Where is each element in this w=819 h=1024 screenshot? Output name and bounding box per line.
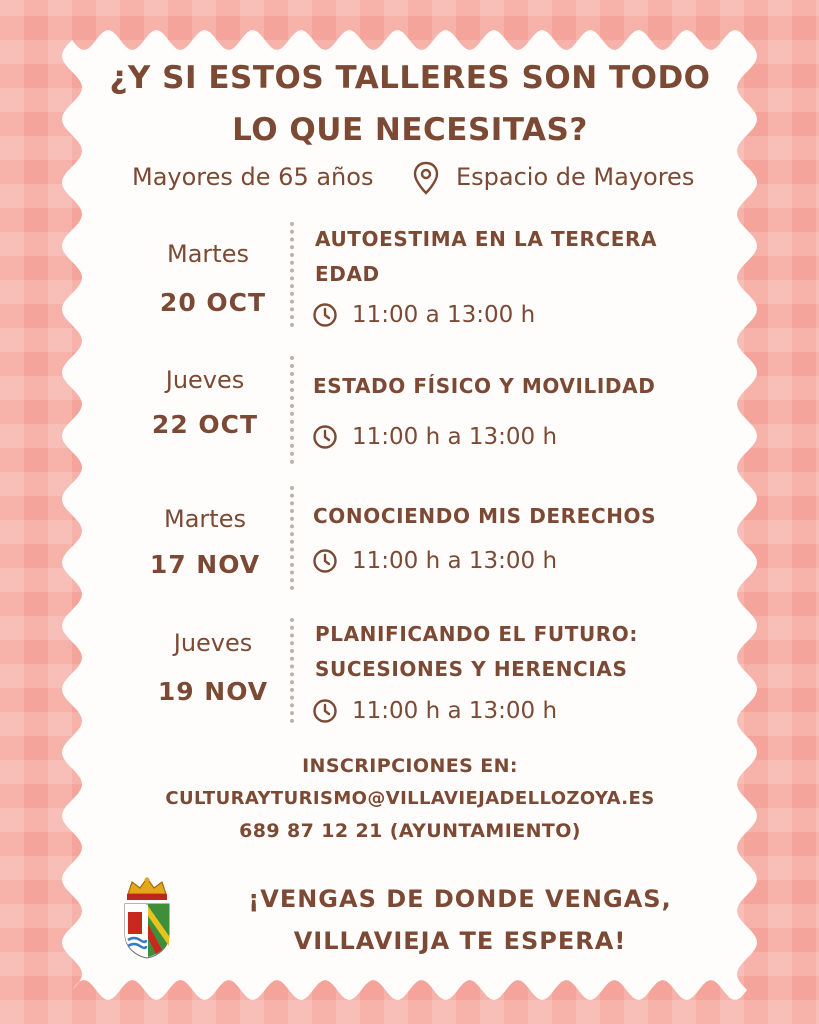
location-pin-icon	[410, 160, 442, 196]
divider-dotted	[290, 486, 294, 590]
workshop-title-line: SUCESIONES Y HERENCIAS	[315, 657, 628, 681]
workshop-time	[312, 422, 557, 452]
location-text: Espacio de Mayores	[456, 163, 695, 191]
clock-icon	[312, 698, 338, 724]
workshop-time-text: 11:00 h a 13:00 h	[352, 548, 558, 574]
registration-phone: 689 87 12 21 (AYUNTAMIENTO)	[239, 820, 581, 842]
workshop-title	[315, 222, 745, 292]
workshop-day: Martes	[167, 240, 249, 268]
workshop-title-line: AUTOESTIMA EN LA TERCERA	[315, 227, 658, 251]
workshop-date: 19 NOV	[157, 677, 269, 706]
workshop-time-text: 11:00 h a 13:00 h	[352, 424, 558, 450]
coat-of-arms-icon	[122, 876, 172, 960]
audience-text: Mayores de 65 años	[132, 163, 374, 191]
workshop-time-text: 11:00 a 13:00 h	[352, 302, 536, 328]
workshop-day: Jueves	[165, 366, 245, 394]
slogan	[180, 878, 740, 962]
divider-dotted	[290, 222, 294, 327]
workshop-time-text: 11:00 h a 13:00 h	[352, 698, 558, 724]
workshop-date: 17 NOV	[149, 550, 261, 579]
registration-label: INSCRIPCIONES EN:	[302, 755, 518, 777]
workshop-title	[315, 617, 745, 687]
workshop-time	[312, 696, 557, 726]
workshop-title	[313, 499, 743, 534]
workshop-title-line: PLANIFICANDO EL FUTURO:	[315, 622, 638, 646]
clock-icon	[312, 548, 338, 574]
title-line-1: ¿Y SI ESTOS TALLERES SON TODO	[109, 60, 711, 96]
divider-dotted	[290, 618, 294, 723]
slogan-line: ¡VENGAS DE DONDE VENGAS,	[248, 885, 672, 913]
registration-email[interactable]: CULTURAYTURISMO@VILLAVIEJADELLOZOYA.ES	[165, 788, 655, 809]
workshop-time	[312, 546, 557, 576]
clock-icon	[312, 302, 338, 328]
divider-dotted	[290, 356, 294, 464]
slogan-line: VILLAVIEJA TE ESPERA!	[293, 927, 627, 955]
workshop-title-line: CONOCIENDO MIS DERECHOS	[313, 504, 657, 528]
workshop-title-line: ESTADO FÍSICO Y MOVILIDAD	[313, 374, 656, 398]
workshop-day: Martes	[164, 505, 246, 533]
clock-icon	[312, 424, 338, 450]
workshop-day: Jueves	[173, 629, 253, 657]
workshop-title-line: EDAD	[315, 262, 380, 286]
workshop-date: 22 OCT	[151, 410, 259, 439]
workshop-time	[312, 300, 535, 330]
workshop-title	[313, 369, 743, 404]
workshop-date: 20 OCT	[159, 288, 267, 317]
title-line-2: LO QUE NECESITAS?	[232, 112, 588, 148]
